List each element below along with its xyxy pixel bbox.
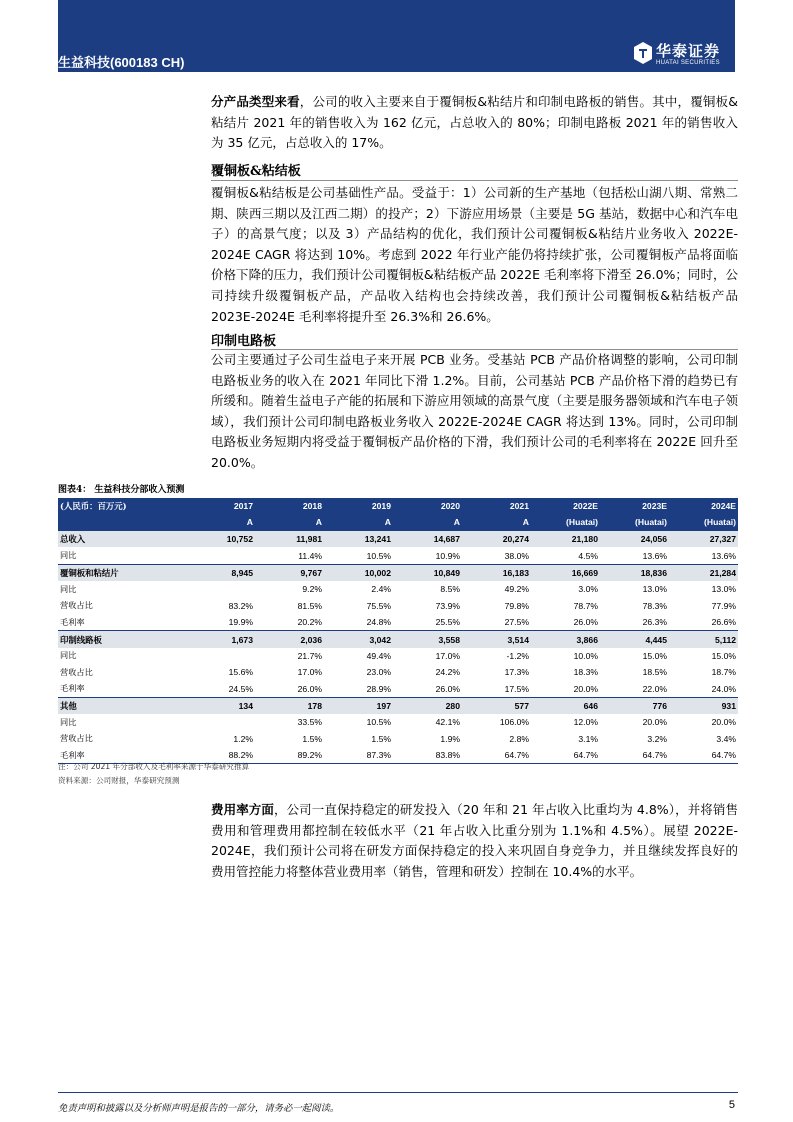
table-cell: 83.8% — [393, 747, 462, 764]
table-row-label: 覆铜板和粘结片 — [58, 564, 186, 581]
table-cell: 19.9% — [228, 617, 253, 628]
table-cell: 20.2% — [297, 617, 322, 628]
table-cell: 15.0% — [711, 650, 736, 661]
table-cell: 1.5% — [371, 733, 391, 744]
table-cell: 20.0% — [573, 683, 598, 694]
table-cell: 11.4% — [298, 550, 322, 561]
table-cell: 89.2% — [255, 747, 324, 764]
huatai-logo — [634, 40, 734, 68]
table-cell: 20.0% — [711, 717, 736, 728]
table-header-subrow — [58, 514, 738, 531]
table-metric-row — [58, 547, 738, 564]
stock-label: 生益科技(600183 CH) — [58, 55, 185, 70]
table-cell: 22.0% — [642, 683, 667, 694]
table-year-subheader: A — [255, 514, 324, 531]
table-cell: 2.4% — [371, 584, 391, 595]
table-cell — [186, 714, 255, 730]
table-cell: 38.0% — [504, 550, 529, 561]
table-cell: 17.3% — [504, 667, 529, 678]
footer-disclaimer: 免责声明和披露以及分析师声明是报告的一部分，请务必一起阅读。 — [58, 1103, 340, 1114]
table-metric-row — [58, 614, 738, 631]
table-row-label: 同比 — [60, 716, 77, 727]
table-source: 资料来源：公司财报，华泰研究预测 — [58, 776, 180, 785]
table-row-label: 同比 — [60, 550, 77, 561]
table-cell: 4,445 — [600, 631, 669, 648]
table-year-subheader: (Huatai) — [600, 514, 669, 531]
section1-rule — [211, 180, 738, 181]
table-cell: 33.5% — [297, 717, 322, 728]
table-header-blank — [58, 514, 186, 531]
table-cell: 64.7% — [669, 747, 738, 764]
table-cell: 17.0% — [297, 667, 322, 678]
table-cell: 8.5% — [440, 584, 460, 595]
table-cell: 24.5% — [228, 683, 253, 694]
table-note: 注：公司 2021 年分部收入及毛利率来源于华泰研究推算 — [58, 762, 250, 771]
table-cell: 23.0% — [366, 667, 391, 678]
table-cell: 18.3% — [573, 667, 598, 678]
table-row-label: 同比 — [60, 583, 77, 594]
table-segment-row — [58, 697, 738, 714]
table-metric-row — [58, 648, 738, 664]
table-cell: 15.0% — [642, 650, 667, 661]
table-cell: 10.9% — [435, 550, 460, 561]
table-metric-row — [58, 581, 738, 597]
table-cell: 18,836 — [600, 564, 669, 581]
table-cell: 11,981 — [255, 531, 324, 548]
table-cell: 18.5% — [642, 667, 667, 678]
expense-text: ，公司一直保持稳定的研发投入（20 年和 21 年占收入比重均为 4.8%），并将销售费用和管理费用都控制在较低水平（21 年占收入比重分别为 1.1%和 4.5%）。展望 2022E-2024E，我们预计公司将在研发方面保持稳定的投入来巩固自身竞争力，并且继续发挥良好的费用管控能力将整体营业费用率（销售，管理和研发）控制在 10.4%的水平。 — [211, 802, 738, 879]
section1-title: 覆铜板&粘结板 — [211, 164, 301, 179]
table-cell: 79.8% — [504, 600, 529, 611]
table-cell: 12.0% — [573, 717, 598, 728]
intro-paragraph — [211, 92, 738, 154]
section2-paragraph: 公司主要通过子公司生益电子来开展 PCB 业务。受基站 PCB 产品价格调整的影响，公司印制电路板业务的收入在 2021 年同比下滑 1.2%。目前，公司基站 PCB 产品价格下滑的趋势已有所缓和。随着生益电子产能的拓展和下游应用领域的高景气度（主要是服务器领域和汽车电子领域），我们预计公司印制电路板业务收入 2022E-2024E CAGR 将达到 13%。同时，公司印制电路板业务短期内将受益于覆铜板产品价格的下滑，我们预计公司的毛利率将在 2022E 回升至 20.0%。 — [211, 352, 738, 470]
table-cell: 1.2% — [233, 733, 253, 744]
table-cell — [186, 581, 255, 597]
table-year-header: 2024E — [669, 498, 738, 514]
table-cell: 25.5% — [435, 617, 460, 628]
table-year-header: 2023E — [600, 498, 669, 514]
table-cell: 2.8% — [509, 733, 529, 744]
table-cell: 5,112 — [669, 631, 738, 648]
table-cell: -1.2% — [506, 650, 529, 661]
table-cell — [186, 547, 255, 564]
table-year-subheader: A — [186, 514, 255, 531]
table-cell: 78.7% — [573, 600, 598, 611]
table-cell: 21,180 — [531, 531, 600, 548]
table-cell: 17.0% — [435, 650, 460, 661]
intro-text: ，公司的收入主要来自于覆铜板&粘结片和印制电路板的销售。其中，覆铜板&粘结片 2021 年的销售收入为 162 亿元，占总收入的 80%；印制电路板 2021 年的销售收入为 35 亿元，占总收入的 17%。 — [211, 94, 738, 151]
table-row-label: 毛利率 — [60, 683, 85, 694]
table-cell: 20.0% — [642, 717, 667, 728]
table-cell: 73.9% — [435, 600, 460, 611]
table-cell: 1.9% — [440, 733, 460, 744]
table-cell: 1.5% — [302, 733, 322, 744]
table-year-header: 2019 — [324, 498, 393, 514]
table-cell: 18.7% — [711, 667, 736, 678]
table-cell: 13.6% — [711, 550, 736, 561]
table-cell: 10,849 — [393, 564, 462, 581]
table-cell: 78.3% — [642, 600, 667, 611]
table-cell: 21,284 — [669, 564, 738, 581]
table-cell: 10,002 — [324, 564, 393, 581]
table-cell: 13.0% — [711, 584, 736, 595]
table-cell: 10.5% — [366, 717, 391, 728]
table-metric-row — [58, 681, 738, 698]
footer-rule — [58, 1092, 738, 1093]
table-metric-row — [58, 714, 738, 730]
table-cell: 26.0% — [573, 617, 598, 628]
table-cell: 577 — [462, 697, 531, 714]
table-cell: 13.6% — [642, 550, 667, 561]
table-cell: 24.8% — [366, 617, 391, 628]
page-number: 5 — [728, 1099, 735, 1111]
table-row-label: 毛利率 — [58, 747, 186, 764]
revenue-table — [58, 498, 738, 764]
table-header-row — [58, 498, 738, 514]
table-year-header: 2017 — [186, 498, 255, 514]
table-cell: 280 — [393, 697, 462, 714]
table-cell: 49.2% — [504, 584, 529, 595]
table-segment-row — [58, 531, 738, 548]
table-cell: 4.5% — [578, 550, 598, 561]
table-metric-row — [58, 664, 738, 680]
table-cell: 87.3% — [324, 747, 393, 764]
table-cell: 931 — [669, 697, 738, 714]
table-cell: 26.3% — [642, 617, 667, 628]
table-cell: 81.5% — [297, 600, 322, 611]
table-cell: 64.7% — [462, 747, 531, 764]
table-title: 图表4： 生益科技分部收入预测 — [58, 485, 185, 495]
table-cell: 24.0% — [711, 683, 736, 694]
table-cell: 10.0% — [573, 650, 598, 661]
table-cell: 24,056 — [600, 531, 669, 548]
table-year-subheader: A — [324, 514, 393, 531]
table-cell: 42.1% — [435, 717, 460, 728]
table-cell: 3,558 — [393, 631, 462, 648]
table-row-label: 营收占比 — [60, 600, 93, 611]
table-cell: 20,274 — [462, 531, 531, 548]
table-cell: 3.4% — [716, 733, 736, 744]
logo-english-name: HUATAI SECURITIES — [656, 60, 720, 66]
table-cell: 26.6% — [711, 617, 736, 628]
table-year-header: 2022E — [531, 498, 600, 514]
table-cell: 178 — [255, 697, 324, 714]
table-cell: 3.0% — [578, 584, 598, 595]
table-metric-row — [58, 731, 738, 747]
table-cell: 106.0% — [499, 717, 529, 728]
table-cell: 24.2% — [435, 667, 460, 678]
table-year-header: 2020 — [393, 498, 462, 514]
table-unit-label: (人民币：百万元) — [58, 498, 186, 514]
table-cell: 14,687 — [393, 531, 462, 548]
table-cell: 49.4% — [366, 650, 391, 661]
table-cell: 27.5% — [504, 617, 529, 628]
table-cell: 8,945 — [186, 564, 255, 581]
table-cell: 64.7% — [531, 747, 600, 764]
huatai-logo-icon — [634, 42, 652, 64]
table-row-label: 毛利率 — [60, 616, 85, 627]
table-cell: 646 — [531, 697, 600, 714]
table-cell: 83.2% — [228, 600, 253, 611]
intro-lead: 分产品类型来看 — [211, 94, 300, 109]
table-cell: 3.2% — [647, 733, 667, 744]
table-cell: 10.5% — [366, 550, 391, 561]
table-cell: 16,183 — [462, 564, 531, 581]
table-year-subheader: A — [462, 514, 531, 531]
table-year-subheader: (Huatai) — [531, 514, 600, 531]
logo-chinese-name: 华泰证券 — [656, 42, 721, 60]
table-cell: 26.0% — [297, 683, 322, 694]
table-cell: 197 — [324, 697, 393, 714]
table-cell: 134 — [186, 697, 255, 714]
table-segment-row — [58, 631, 738, 648]
table-cell: 13,241 — [324, 531, 393, 548]
table-cell: 28.9% — [366, 683, 391, 694]
table-cell: 10,752 — [186, 531, 255, 548]
table-cell: 26.0% — [435, 683, 460, 694]
expense-lead: 费用率方面 — [211, 802, 274, 817]
table-cell: 1,673 — [186, 631, 255, 648]
table-cell: 9.2% — [302, 584, 322, 595]
table-cell: 776 — [600, 697, 669, 714]
expense-paragraph — [211, 800, 738, 882]
section2-title: 印制电路板 — [211, 334, 277, 349]
table-row-label: 其他 — [58, 697, 186, 714]
table-cell: 17.5% — [504, 683, 529, 694]
table-year-header: 2018 — [255, 498, 324, 514]
table-cell: 2,036 — [255, 631, 324, 648]
table-year-subheader: (Huatai) — [669, 514, 738, 531]
table-cell: 3.1% — [578, 733, 598, 744]
table-cell: 27,327 — [669, 531, 738, 548]
table-cell: 77.9% — [711, 600, 736, 611]
table-row-label: 营收占比 — [60, 666, 93, 677]
table-cell: 3,866 — [531, 631, 600, 648]
table-cell: 21.7% — [297, 650, 322, 661]
table-cell: 64.7% — [600, 747, 669, 764]
table-segment-row — [58, 564, 738, 581]
table-year-header: 2021 — [462, 498, 531, 514]
table-row-label: 印制线路板 — [58, 631, 186, 648]
table-metric-row — [58, 598, 738, 614]
table-cell: 13.0% — [642, 584, 667, 595]
section1-paragraph: 覆铜板&粘结板是公司基础性产品。受益于：1）公司新的生产基地（包括松山湖八期、常熟二期、陕西三期以及江西二期）的投产；2）下游应用场景（主要是 5G 基站，数据中心和汽车电子）的高景气度；以及 3）产品结构的优化，我们预计公司覆铜板&粘结片业务收入 2022E-2024E CAGR 将达到 10%。考虑到 2022 年行业产能仍将持续扩张，公司覆铜板产品将面临价格下降的压力，我们预计公司覆铜板&粘结板产品 2022E 毛利率将下滑至 26.0%；同时，公司持续升级覆铜板产品，产品收入结构也会持续改善，我们预计公司覆铜板&粘结板产品 2023E-2024E 毛利率将提升至 26.3%和 26.6%。 — [211, 185, 738, 324]
table-cell: 3,514 — [462, 631, 531, 648]
table-row-label: 营收占比 — [60, 733, 93, 744]
table-cell: 75.5% — [366, 600, 391, 611]
table-row-label: 总收入 — [58, 531, 186, 548]
table-cell: 16,669 — [531, 564, 600, 581]
table-cell — [186, 648, 255, 664]
table-cell: 3,042 — [324, 631, 393, 648]
table-cell: 9,767 — [255, 564, 324, 581]
table-cell: 15.6% — [228, 667, 253, 678]
table-row-label: 同比 — [60, 650, 77, 661]
table-cell: 88.2% — [186, 747, 255, 764]
table-year-subheader: A — [393, 514, 462, 531]
